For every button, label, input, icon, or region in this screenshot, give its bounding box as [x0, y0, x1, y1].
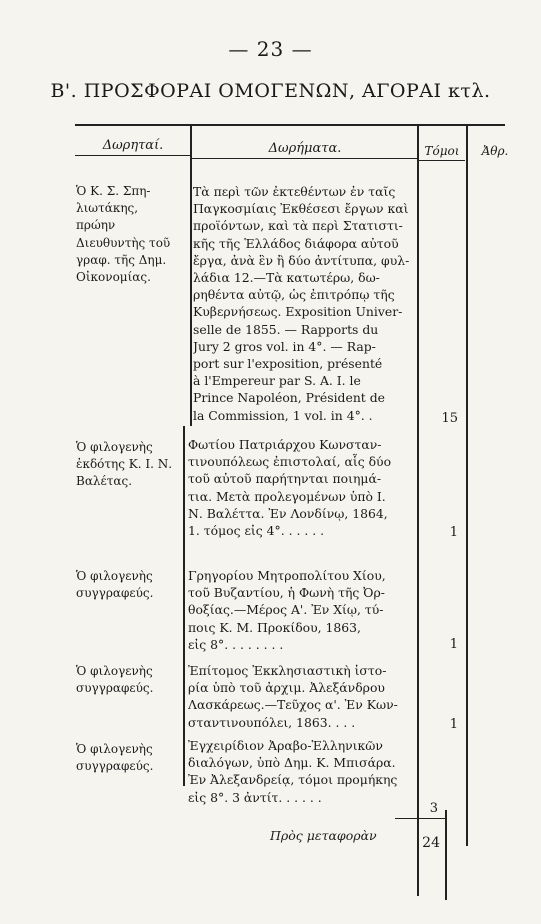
section-title: Β'. ΠΡΟΣΦΟΡΑΙ ΟΜΟΓΕΝΩΝ, ΑΓΟΡΑΙ κτλ.: [50, 80, 491, 102]
gift-line: Ν. Βαλέττα. Ἐν Λονδίνῳ, 1864,: [188, 505, 388, 521]
donor-line: Ὁ φιλογενὴς: [76, 569, 153, 583]
gift-line: Ἐν Ἀλεξανδρείᾳ, τόμοι προμήκης: [188, 772, 398, 788]
donor-line: συγγραφεύς.: [76, 586, 154, 601]
donor-line: Ὁ φιλογενὴς: [76, 742, 153, 756]
gift-line: τια. Μετὰ προλεγομένων ὑπὸ Ι.: [188, 488, 386, 504]
gift-line: Φωτίου Πατριάρχου Κωνσταν-: [188, 437, 382, 452]
column-divider-3: [466, 126, 468, 846]
donor-entry-5: [76, 741, 181, 775]
carry-forward-total: 24: [422, 835, 440, 851]
carry-forward-label: Πρὸς μεταφορὰν: [270, 828, 377, 843]
gift-line: la Commission, 1 vol. in 4°. .: [193, 407, 373, 423]
gift-entry-1: [193, 183, 418, 424]
gift-entry-2: [188, 436, 413, 539]
gift-line: à l'Empereur par S. A. I. le: [193, 373, 361, 389]
donor-entry-1: [76, 183, 181, 286]
gift-line: 1. τόμος εἰς 4°. . . . . .: [188, 523, 325, 539]
donor-line: Οἰκονομίας.: [76, 270, 151, 285]
donor-line: γραφ. τῆς Δημ.: [76, 252, 167, 267]
gift-line: σταντινουπόλει, 1863. . . .: [188, 714, 356, 730]
total-rule: [395, 818, 447, 819]
gift-line: Παγκοσμίαις Ἐκθέσεσι ἔργων καὶ: [193, 201, 409, 217]
header-underline-donors: [75, 155, 190, 156]
page-number: — 23 —: [228, 37, 313, 61]
column-divider-3b: [445, 810, 447, 900]
donor-line: Ὁ φιλογενὴς: [76, 440, 153, 454]
gift-entry-3: [188, 567, 413, 653]
gift-line: διαλόγων, ὑπὸ Δημ. Κ. Μπισάρα.: [188, 755, 396, 771]
donor-line: λιωτάκης, πρώην: [76, 201, 139, 233]
gift-line: Ἐπίτομος Ἐκκλησιαστικὴ ἱστο-: [188, 663, 387, 678]
gift-line: κῆς τῆς Ἑλλάδος διάφορα αὐτοῦ: [193, 235, 399, 251]
gift-line: ποις Κ. Μ. Προκίδου, 1863,: [188, 619, 361, 635]
gift-line: Prince Napoléon, Président de: [193, 390, 385, 406]
gift-line: ρηθέντα αὐτῷ, ὡς ἐπιτρόπῳ τῆς: [193, 287, 395, 303]
gift-line: Λασκάρεως.—Τεῦχος α'. Ἐν Κων-: [188, 697, 398, 713]
gift-line: selle de 1855. — Rapports du: [193, 321, 379, 337]
gift-line: θοξίας.—Μέρος Α'. Ἐν Χίῳ, τύ-: [188, 602, 384, 618]
volume-count-5: 3: [429, 801, 438, 816]
gift-line: λάδια 12.—Τὰ κατωτέρω, δω-: [193, 270, 380, 286]
gift-line: Τὰ περὶ τῶν ἐκτεθέντων ἐν ταῖς: [193, 184, 396, 199]
donor-line: συγγραφεύς.: [76, 759, 154, 774]
column-divider-1b: [183, 426, 185, 786]
header-underline-gifts: [192, 158, 417, 159]
table-top-rule: [75, 124, 505, 126]
donor-line: Βαλέτας.: [76, 474, 133, 489]
gift-line: ἔργα, ἀνὰ ἓν ἢ δύο ἀντίτυπα, φυλ-: [193, 252, 410, 268]
column-header-gifts: Δωρήματα.: [268, 141, 342, 156]
gift-line: προϊόντων, καὶ τὰ περὶ Στατιστι-: [193, 218, 403, 234]
donor-line: ἐκδότης Κ. Ι. Ν.: [76, 457, 173, 472]
gift-line: εἰς 8°. 3 ἀντίτ. . . . . .: [188, 789, 322, 805]
donor-entry-2: [76, 439, 181, 491]
column-header-volumes: Τόμοι: [424, 144, 460, 158]
gift-line: Ἐγχειρίδιον Ἀραβο-Ἑλληνικῶν: [188, 738, 383, 753]
donor-entry-3: [76, 568, 181, 602]
donor-line: Διευθυντὴς τοῦ: [76, 235, 171, 250]
volume-count-3: 1: [449, 637, 458, 652]
gift-entry-4: [188, 662, 413, 731]
gift-line: Κυβερνήσεως. Exposition Univer-: [193, 304, 403, 320]
donor-line: Ὁ φιλογενὴς: [76, 664, 153, 678]
gift-line: εἰς 8°. . . . . . . .: [188, 636, 284, 652]
column-header-numbers: Ἀθρ.: [481, 144, 509, 158]
column-divider-1: [190, 126, 192, 426]
donor-entry-4: [76, 663, 181, 697]
gift-line: τινουπόλεως ἐπιστολαί, αἷς δύο: [188, 454, 392, 470]
gift-line: τοῦ αὐτοῦ παρήτηνται ποιημά-: [188, 471, 382, 487]
volume-count-1: 15: [441, 411, 458, 426]
volume-count-4: 1: [449, 717, 458, 732]
donor-line: συγγραφεύς.: [76, 681, 154, 696]
gift-line: Γρηγορίου Μητροπολίτου Χίου,: [188, 568, 386, 583]
column-header-donors: Δωρηταί.: [102, 138, 164, 153]
gift-line: port sur l'exposition, présenté: [193, 356, 383, 372]
gift-line: Jury 2 gros vol. in 4°. — Rap-: [193, 338, 376, 354]
volume-count-2: 1: [449, 525, 458, 540]
header-underline-volumes: [418, 160, 465, 161]
gift-line: τοῦ Βυζαντίου, ἡ Φωνὴ τῆς Ὀρ-: [188, 585, 385, 601]
gift-entry-5: [188, 737, 413, 806]
gift-line: ρία ὑπὸ τοῦ ἀρχιμ. Ἀλεξάνδρου: [188, 680, 385, 696]
donor-line: Ὁ Κ. Σ. Σπη-: [76, 184, 151, 198]
